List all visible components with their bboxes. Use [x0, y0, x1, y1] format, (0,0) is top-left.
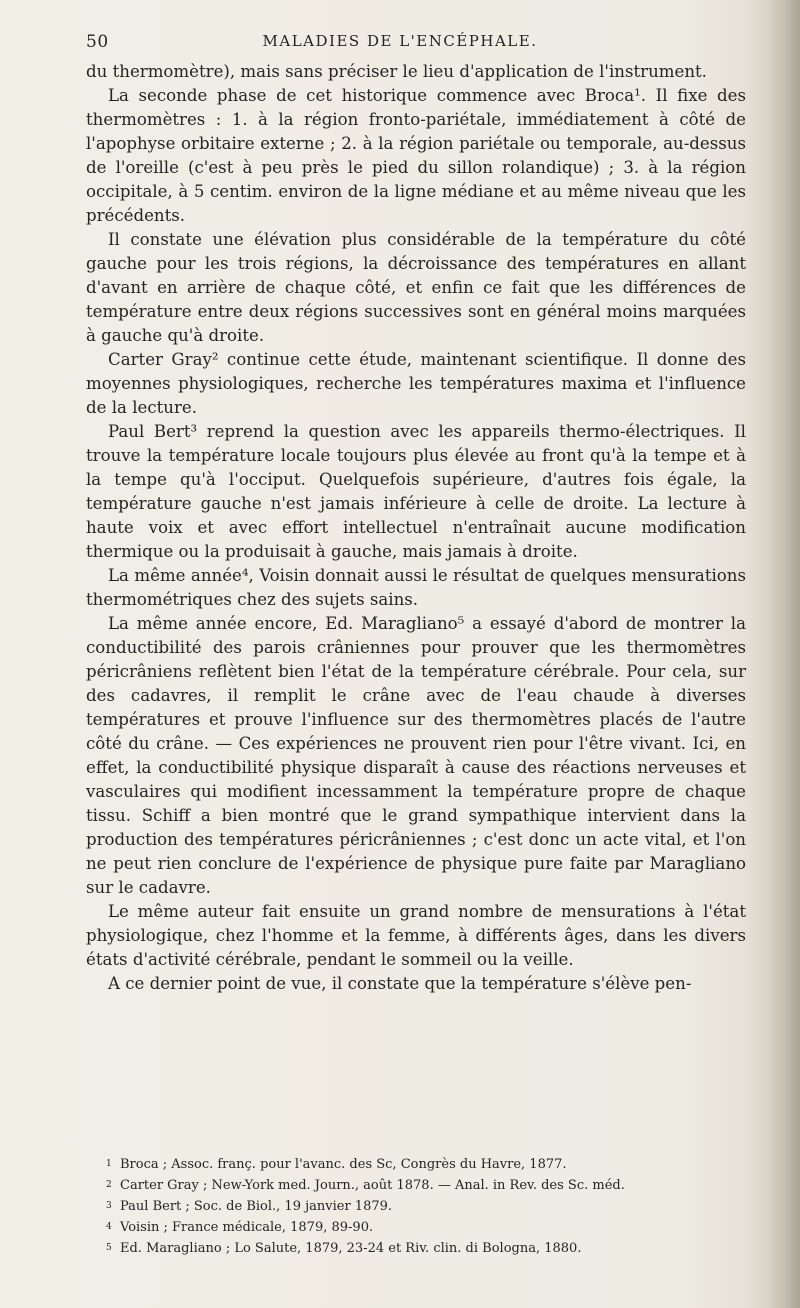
footnote-mark: 5	[106, 1243, 112, 1253]
footnote	[106, 1238, 746, 1259]
footnote	[106, 1196, 746, 1217]
paragraph: La seconde phase de cet historique commence avec Broca¹. Il fixe des thermomètres : 1. à la région fronto-pariétale, immédiatement à côté de l'apophyse orbitaire externe ; 2. à la région pariétale ou temporale, au-dessus de l'oreille (c'est à peu près le pied du sillon rolandique) ; 3. à la région occipitale, à 5 centim. environ de la ligne médiane et au même niveau que les précédents.	[86, 86, 746, 225]
footnote-text: Voisin ; France médicale, 1879, 89-90.	[120, 1220, 374, 1235]
running-head: MALADIES DE L'ENCÉPHALE.	[262, 32, 538, 50]
footnotes	[106, 1154, 746, 1259]
paragraph: Carter Gray² continue cette étude, maintenant scientifique. Il donne des moyennes physiologiques, recherche les températures maxima et l'influence de la lecture.	[86, 350, 746, 417]
footnote-text: Broca ; Assoc. franç. pour l'avanc. des Sc, Congrès du Havre, 1877.	[120, 1157, 567, 1172]
footnote	[106, 1175, 746, 1196]
page-number: 50	[86, 32, 109, 52]
footnote	[106, 1217, 746, 1238]
footnote-mark: 3	[106, 1201, 112, 1211]
paragraph: Le même auteur fait ensuite un grand nombre de mensurations à l'état physiologique, chez l'homme et la femme, à différents âges, dans les divers états d'activité cérébrale, pendant le sommeil ou la veille.	[86, 902, 746, 969]
paragraph: Paul Bert³ reprend la question avec les appareils thermo-électriques. Il trouve la température locale toujours plus élevée au front qu'à la tempe et à la tempe qu'à l'occiput. Quelquefois supérieure, d'autres fois égale, la température gauche n'est jamais inférieure à celle de droite. La lecture à haute voix et avec effort intellectuel n'entraînait aucune modification thermique ou la produisait à gauche, mais jamais à droite.	[86, 422, 746, 561]
paragraph: La même année⁴, Voisin donnait aussi le résultat de quelques mensurations thermométriques chez des sujets sains.	[86, 566, 746, 609]
footnote-mark: 4	[106, 1222, 112, 1232]
footnote	[106, 1154, 746, 1175]
paragraph: La même année encore, Ed. Maragliano⁵ a essayé d'abord de montrer la conductibilité des parois crâniennes pour prouver que les thermomètres péricrâniens reflètent bien l'état de la température cérébrale. Pour cela, sur des cadavres, il remplit le crâne avec de l'eau chaude à diverses températures et prouve l'influence sur des thermomètres placés de l'autre côté du crâne. — Ces expériences ne prouvent rien pour l'être vivant. Ici, en effet, la conductibilité physique disparaît à cause des réactions nerveuses et vasculaires qui modifient incessamment la température propre de chaque tissu. Schiff a bien montré que le grand sympathique intervient dans la production des températures péricrâniennes ; c'est donc un acte vital, et l'on ne peut rien conclure de l'expérience de physique pure faite par Maragliano sur le cadavre.	[86, 614, 746, 897]
page-header	[60, 28, 740, 54]
paragraph: du thermomètre), mais sans préciser le lieu d'application de l'instrument.	[86, 62, 707, 81]
footnote-text: Paul Bert ; Soc. de Biol., 19 janvier 1879.	[120, 1199, 393, 1214]
paragraph: Il constate une élévation plus considérable de la température du côté gauche pour les trois régions, la décroissance des températures en allant d'avant en arrière de chaque côté, et enfin ce fait que les différences de température entre deux régions successives sont en général moins marquées à gauche qu'à droite.	[86, 230, 746, 345]
footnote-mark: 1	[106, 1159, 112, 1169]
paragraph: A ce dernier point de vue, il constate que la température s'élève pen-	[108, 974, 692, 993]
footnote-text: Carter Gray ; New-York med. Journ., août 1878. — Anal. in Rev. des Sc. méd.	[120, 1178, 625, 1193]
footnote-text: Ed. Maragliano ; Lo Salute, 1879, 23-24 et Riv. clin. di Bologna, 1880.	[120, 1241, 582, 1256]
body-text	[86, 60, 746, 996]
footnote-mark: 2	[106, 1180, 112, 1190]
page-edge-shadow	[770, 0, 800, 1308]
